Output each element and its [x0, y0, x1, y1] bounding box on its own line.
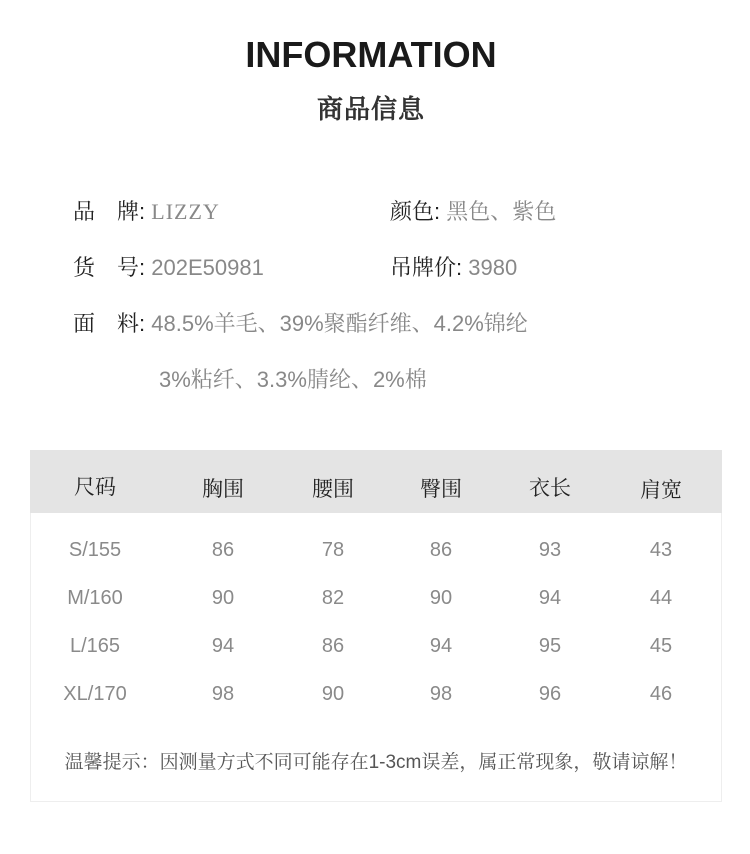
table-cell: 94 — [211, 635, 235, 657]
table-cell: 98 — [429, 683, 453, 705]
price-row — [390, 254, 517, 282]
page-title-zh: 商品信息 — [316, 94, 425, 124]
table-cell: 86 — [321, 635, 345, 657]
color-row — [390, 198, 556, 226]
header-bust: 胸围 — [202, 478, 244, 501]
price-value: 3980 — [468, 255, 518, 280]
sku-row — [73, 254, 264, 282]
table-cell: 90 — [211, 587, 235, 609]
table-cell: 44 — [649, 587, 673, 609]
sku-value: 202E50981 — [151, 255, 264, 280]
table-cell: M/160 — [67, 587, 123, 609]
table-cell: 95 — [538, 635, 562, 657]
fabric-row-2 — [159, 366, 427, 394]
table-cell: S/155 — [68, 539, 122, 561]
table-cell: 90 — [321, 683, 345, 705]
table-cell: XL/170 — [63, 683, 127, 705]
table-cell: 45 — [649, 635, 673, 657]
table-cell: 94 — [538, 587, 562, 609]
table-cell: 90 — [429, 587, 453, 609]
color-label: 颜色: — [390, 199, 441, 224]
table-cell: 78 — [321, 539, 345, 561]
header-waist: 腰围 — [312, 478, 354, 501]
header-size: 尺码 — [74, 476, 116, 499]
header-shoulder: 肩宽 — [640, 479, 682, 502]
fabric-row — [73, 310, 528, 338]
color-value: 黑色、紫色 — [446, 199, 557, 224]
fabric-value-line2: 3%粘纤、3.3%腈纶、2%棉 — [159, 367, 427, 392]
measurement-note: 温馨提示：因测量方式不同可能存在1-3cm误差，属正常现象，敬请谅解！ — [64, 752, 688, 773]
brand-label: 品 牌: — [73, 199, 146, 224]
header-hip: 臀围 — [420, 478, 462, 501]
brand-row — [73, 198, 220, 226]
table-cell: 94 — [429, 635, 453, 657]
table-cell: 46 — [649, 683, 673, 705]
fabric-label: 面 料: — [73, 311, 146, 336]
brand-value: LIZZY — [151, 199, 220, 224]
table-cell: L/165 — [69, 635, 121, 657]
sku-label: 货 号: — [73, 255, 146, 280]
table-cell: 93 — [538, 539, 562, 561]
price-label: 吊牌价: — [390, 255, 463, 280]
table-cell: 86 — [429, 539, 453, 561]
page-title-en: INFORMATION — [245, 34, 497, 75]
fabric-value-line1: 48.5%羊毛、39%聚酯纤维、4.2%锦纶 — [151, 311, 528, 336]
table-cell: 98 — [211, 683, 235, 705]
table-cell: 43 — [649, 539, 673, 561]
table-cell: 96 — [538, 683, 562, 705]
header-length: 衣长 — [529, 477, 571, 500]
table-cell: 86 — [211, 539, 235, 561]
table-cell: 82 — [321, 587, 345, 609]
